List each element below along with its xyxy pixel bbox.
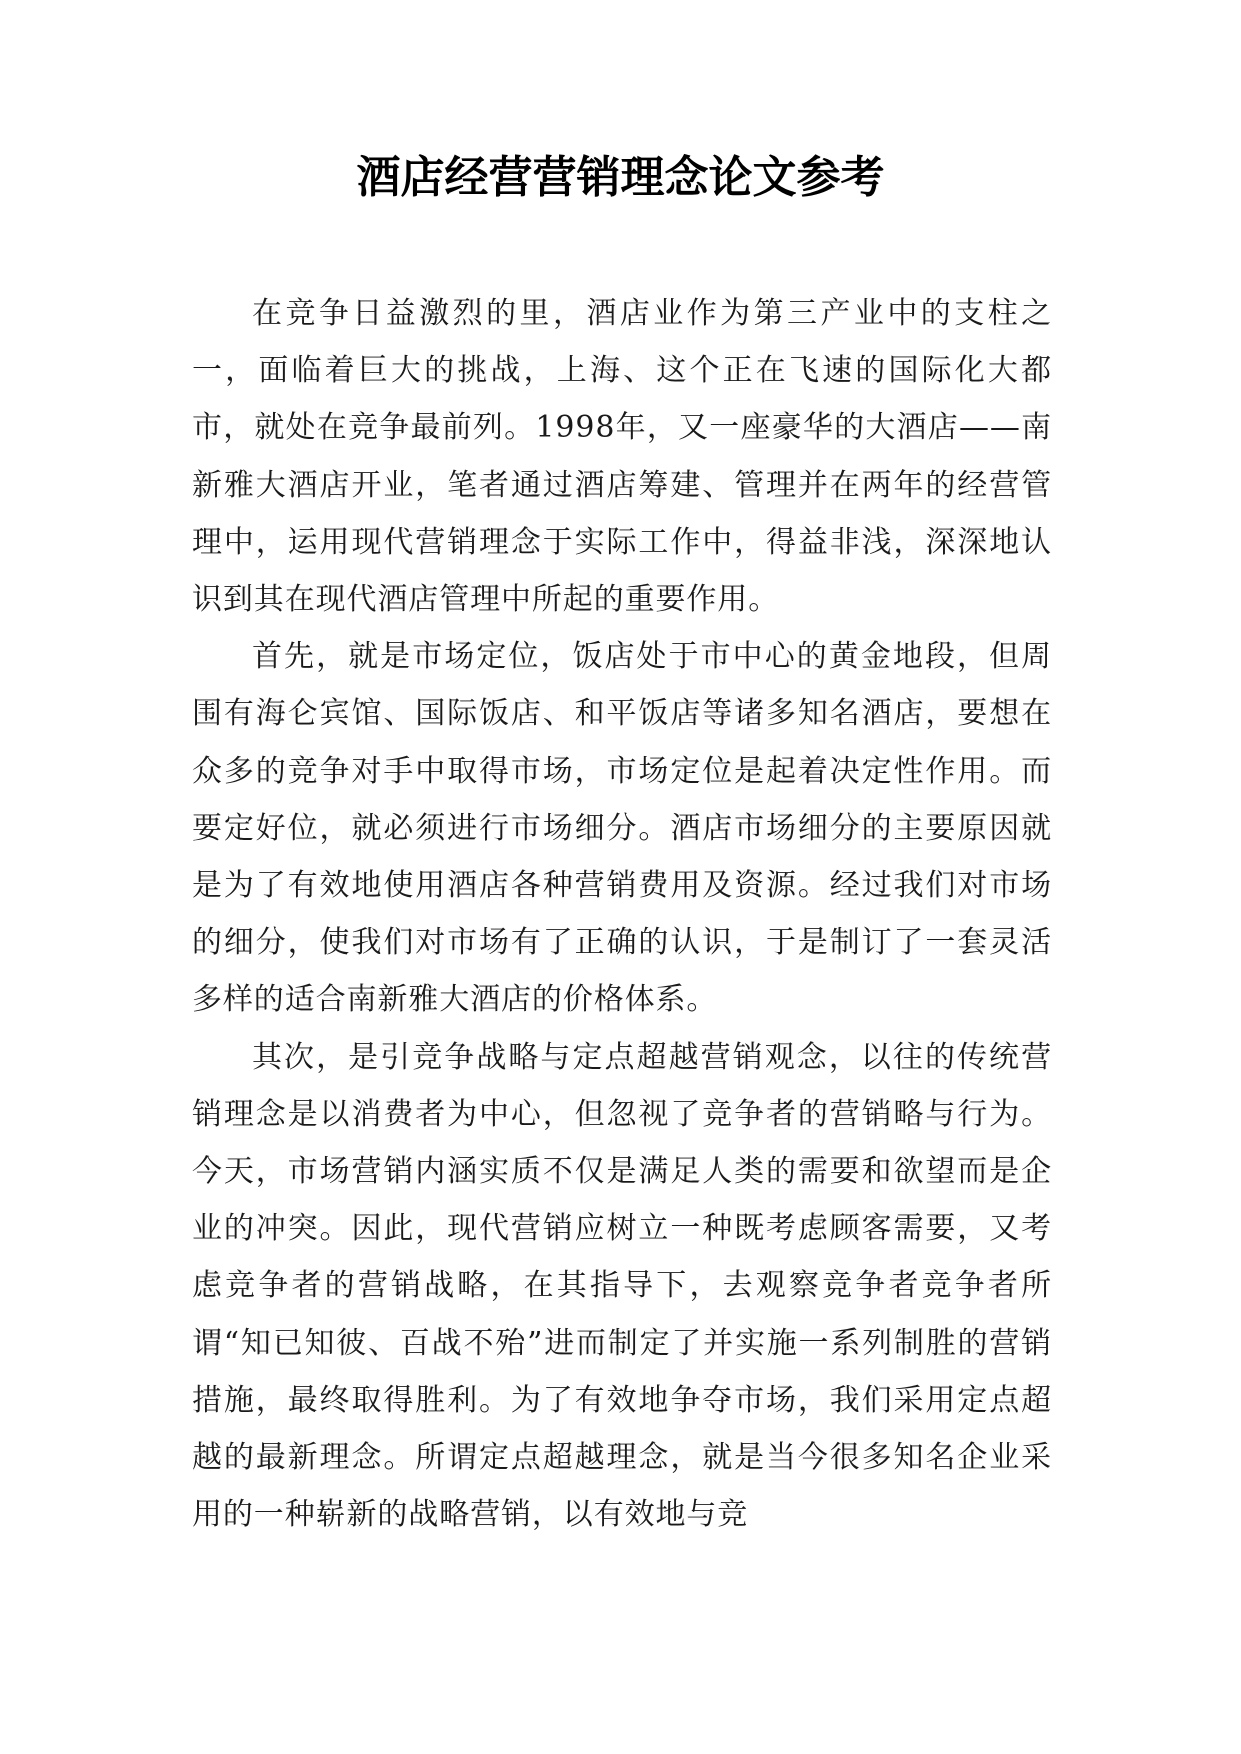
paragraph-2: 首先，就是市场定位，饭店处于市中心的黄金地段，但周围有海仑宾馆、国际饭店、和平饭店等诸多知名酒店，要想在众多的竞争对手中取得市场，市场定位是起着决定性作用。而要定好位，就必须进行市场细分。酒店市场细分的主要原因就是为了有效地使用酒店各种营销费用及资源。经过我们对市场的细分，使我们对市场有了正确的认识，于是制订了一套灵活多样的适合南新雅大酒店的价格体系。 <box>192 639 1052 1018</box>
paragraph-1: 在竞争日益激烈的里，酒店业作为第三产业中的支柱之一，面临着巨大的挑战，上海、这个正在飞速的国际化大都市，就处在竞争最前列。1998年，又一座豪华的大酒店——南新雅大酒店开业，笔者通过酒店筹建、管理并在两年的经营管理中，运用现代营销理念于实际工作中，得益非浅，深深地认识到其在现代酒店管理中所起的重要作用。 <box>192 296 1052 618</box>
document-body <box>192 285 1052 1543</box>
document-title: 酒店经营营销理念论文参考 <box>356 152 885 203</box>
paragraph-3: 其次，是引竞争战略与定点超越营销观念，以往的传统营销理念是以消费者为中心，但忽视了竞争者的营销略与行为。今天，市场营销内涵实质不仅是满足人类的需要和欲望而是企业的冲突。因此，现代营销应树立一种既考虑顾客需要，又考虑竞争者的营销战略，在其指导下，去观察竞争者竞争者所谓“知已知彼、百战不殆”进而制定了并实施一系列制胜的营销措施，最终取得胜利。为了有效地争夺市场，我们采用定点超越的最新理念。所谓定点超越理念，就是当今很多知名企业采用的一种崭新的战略营销，以有效地与竞 <box>192 1039 1052 1533</box>
